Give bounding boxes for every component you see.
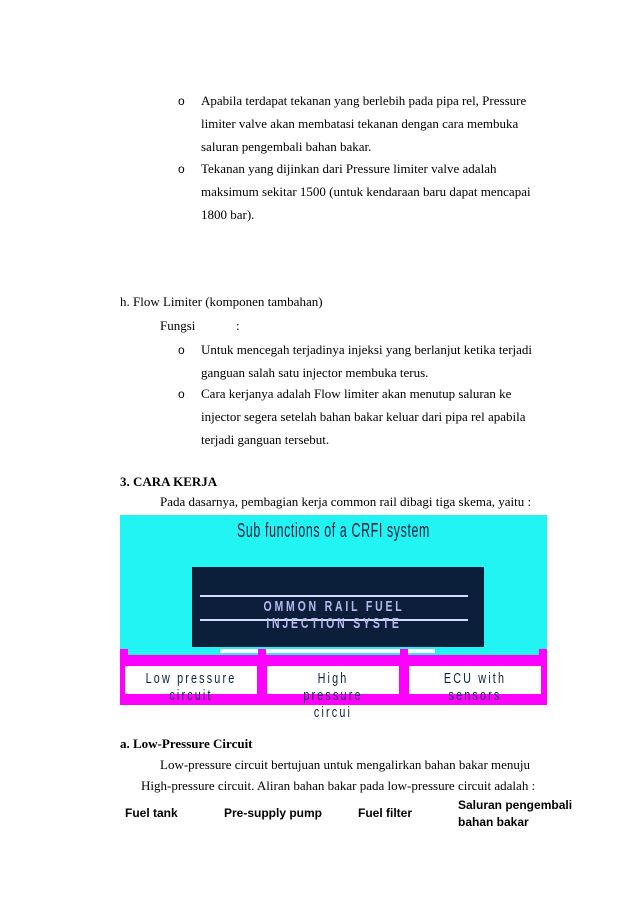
bullet-marker: o — [178, 343, 185, 357]
crfi-subfunctions-diagram — [120, 515, 547, 721]
diagram-center-bar — [200, 595, 468, 632]
box-ecu — [406, 663, 544, 704]
intro-text: Pada dasarnya, pembagian kerja common rail dibagi tiga skema, yaitu : — [160, 494, 532, 509]
box-high-pressure — [264, 663, 402, 721]
text-line: injector segera setelah bahan bakar keluar dari pipa rel apabila — [201, 409, 526, 424]
flow-item-pre-supply-pump: Pre-supply pump — [224, 806, 323, 820]
text-line: 1800 bar). — [201, 207, 255, 222]
flow-item-fuel-filter: Fuel filter — [358, 806, 413, 820]
diagram-notch — [539, 649, 547, 657]
text-line: Untuk mencegah terjadinya injeksi yang berlanjut ketika terjadi — [201, 342, 533, 357]
text-line: limiter valve akan membatasi tekanan dengan cara membuka — [201, 116, 519, 131]
box-ecu-label: ECU with sensors — [443, 670, 507, 704]
text-line: Tekanan yang dijinkan dari Pressure limiter valve adalah — [201, 161, 497, 176]
text-line: saluran pengembali bahan bakar. — [201, 139, 372, 154]
text-line: terjadi ganguan tersebut. — [201, 432, 330, 447]
section-heading-low-pressure: a. Low-Pressure Circuit — [120, 736, 253, 751]
bullet-marker: o — [178, 387, 185, 401]
diagram-notch — [120, 649, 128, 657]
flow-item-return-line: bahan bakar — [458, 815, 529, 829]
diagram-notch — [258, 649, 266, 657]
diagram-center-label: OMMON RAIL FUEL INJECTION SYSTE — [263, 598, 405, 632]
bullet-marker: o — [178, 94, 185, 108]
text-line: ganguan salah satu injector membuka terus. — [201, 365, 429, 380]
box-high-pressure-label: High pressure circui — [303, 670, 363, 721]
diagram-notch — [400, 649, 408, 657]
paragraph-line: High-pressure circuit. Aliran bahan bakar pada low-pressure circuit adalah : — [141, 778, 536, 793]
flow-item-return-line: Saluran pengembali — [458, 798, 573, 812]
text-line: Cara kerjanya adalah Flow limiter akan menutup saluran ke — [201, 386, 512, 401]
diagram-title: Sub functions of a CRFI system — [237, 520, 430, 542]
paragraph-line: Low-pressure circuit bertujuan untuk mengalirkan bahan bakar menuju — [160, 757, 531, 772]
text-line: maksimum sekitar 1500 (untuk kendaraan baru dapat mencapai — [201, 184, 531, 199]
section-heading-flow-limiter: h. Flow Limiter (komponen tambahan) — [120, 294, 323, 309]
flow-item-fuel-tank: Fuel tank — [125, 806, 178, 820]
box-low-pressure-label: Low pressure circuit — [145, 670, 237, 704]
text-line: Apabila terdapat tekanan yang berlebih pada pipa rel, Pressure — [201, 93, 527, 108]
fungsi-colon: : — [236, 318, 240, 333]
box-low-pressure — [122, 663, 260, 704]
bullet-marker: o — [178, 162, 185, 176]
section-heading-cara-kerja: 3. CARA KERJA — [120, 474, 218, 489]
fungsi-label: Fungsi — [160, 318, 196, 333]
